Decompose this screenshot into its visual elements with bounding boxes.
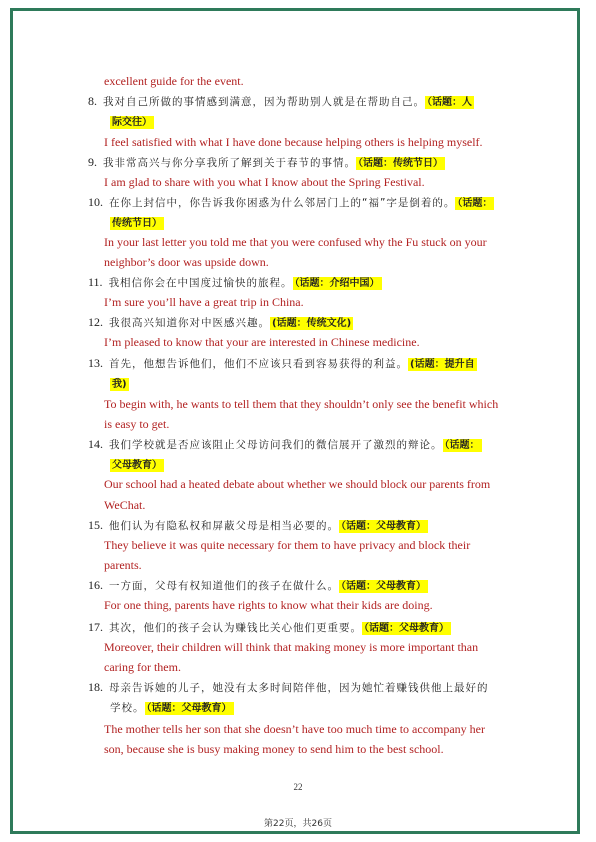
chinese-text: 母亲告诉她的儿子，她没有太多时间陪伴他，因为她忙着赚钱供他上最好的 [109, 682, 489, 694]
topic-tag-highlight: (话题：提升自 [410, 359, 475, 370]
chinese-sentence-line [88, 154, 445, 172]
english-text: I feel satisfied with what I have done because helping others is helping myself. [104, 135, 483, 149]
english-text: I’m sure you’ll have a great trip in China. [104, 295, 304, 309]
chinese-text: 我们学校就是否应该阻止父母访问我们的微信展开了激烈的辩论。 [109, 439, 443, 451]
english-text: caring for them. [104, 660, 181, 674]
english-sentence-line [104, 557, 142, 573]
item-number: 12. [88, 315, 103, 329]
chinese-sentence-line [88, 274, 382, 292]
chinese-sentence-line [88, 436, 482, 454]
english-sentence-line [104, 639, 478, 655]
item-number: 17. [88, 620, 103, 634]
chinese-text: 一方面，父母有权知道他们的孩子在做什么。 [109, 580, 339, 592]
english-sentence-line [104, 254, 269, 270]
chinese-sentence-line [88, 355, 477, 373]
chinese-text: 学校。 [110, 702, 145, 714]
english-sentence-line [104, 537, 470, 553]
item-number: 8. [88, 94, 97, 108]
chinese-text: 我对自己所做的事情感到满意，因为帮助别人就是在帮助自己。 [103, 96, 425, 108]
topic-tag-highlight: （话题： [444, 440, 480, 451]
item-number: 13. [88, 356, 103, 370]
english-text: neighbor’s door was upside down. [104, 255, 269, 269]
english-sentence-line [104, 174, 425, 190]
english-text: son, because she is busy making money to send him to the best school. [104, 742, 444, 756]
topic-tag-highlight: （话题：父母教育） [341, 581, 426, 592]
item-number: 11. [88, 275, 103, 289]
english-text: excellent guide for the event. [104, 74, 244, 88]
english-text: Our school had a heated debate about whether we should block our parents from [104, 477, 491, 491]
chinese-text: 他们认为有隐私权和屏蔽父母是相当必要的。 [109, 520, 339, 532]
chinese-text: 其次，他们的孩子会认为赚钱比关心他们更重要。 [109, 622, 362, 634]
english-sentence-line [104, 294, 304, 310]
topic-tag-highlight: （话题： [457, 198, 493, 209]
item-number: 9. [88, 155, 97, 169]
english-text: is easy to get. [104, 417, 170, 431]
chinese-sentence-line [88, 93, 474, 111]
item-number: 16. [88, 578, 103, 592]
topic-tag-highlight: 我) [112, 379, 127, 390]
english-text: WeChat. [104, 498, 146, 512]
english-text: For one thing, parents have rights to know what their kids are doing. [104, 598, 433, 612]
topic-tag-highlight: 际交往） [112, 117, 152, 128]
topic-tag-highlight: （话题：传统节日） [358, 158, 443, 169]
english-sentence-line [104, 721, 485, 737]
chinese-text: 我非常高兴与你分享我所了解到关于春节的事情。 [103, 157, 356, 169]
topic-tag-highlight: 传统节日） [112, 218, 162, 229]
english-text: parents. [104, 558, 142, 572]
topic-tag-highlight: （话题：人 [427, 97, 472, 108]
english-text: In your last letter you told me that you were confused why the Fu stuck on your [104, 235, 487, 249]
topic-tag-highlight: 父母教育） [112, 460, 162, 471]
chinese-sentence-line [88, 194, 494, 212]
chinese-sentence-line [88, 517, 428, 535]
chinese-sentence-line [110, 113, 154, 131]
item-number: 10. [88, 195, 103, 209]
chinese-sentence-line [88, 577, 428, 595]
english-text: To begin with, he wants to tell them that they shouldn’t only see the benefit which [104, 397, 499, 411]
english-sentence-line [104, 741, 444, 757]
chinese-sentence-line [88, 619, 451, 637]
chinese-text: 在你上封信中，你告诉我你困惑为什么邻居门上的“福”字是倒着的。 [109, 197, 456, 209]
english-sentence-line [104, 416, 169, 432]
english-sentence-line [104, 334, 420, 350]
chinese-sentence-line [110, 214, 164, 232]
chinese-sentence-line [110, 375, 129, 393]
english-text: I’m pleased to know that your are interested in Chinese medicine. [104, 335, 420, 349]
chinese-sentence-line [110, 456, 164, 474]
english-sentence-line [104, 659, 181, 675]
item-number: 18. [88, 680, 103, 694]
english-text: I am glad to share with you what I know about the Spring Festival. [104, 175, 425, 189]
topic-tag-highlight: （话题：父母教育） [364, 623, 449, 634]
item-number: 15. [88, 518, 103, 532]
chinese-sentence-line [88, 314, 353, 332]
english-sentence-line [104, 73, 244, 89]
topic-tag-highlight: (话题：传统文化) [272, 318, 352, 329]
english-sentence-line [104, 476, 490, 492]
chinese-sentence-line [110, 699, 234, 717]
chinese-text: 我相信你会在中国度过愉快的旅程。 [108, 277, 293, 289]
page-number: 22 [293, 782, 303, 792]
english-text: They believe it was quite necessary for them to have privacy and block their [104, 538, 471, 552]
english-text: Moreover, their children will think that making money is more important than [104, 640, 479, 654]
english-sentence-line [104, 597, 433, 613]
english-sentence-line [104, 234, 487, 250]
page-label: 第22页，共26页 [264, 819, 332, 829]
chinese-text: 首先，他想告诉他们，他们不应该只看到容易获得的利益。 [109, 358, 408, 370]
chinese-sentence-line [88, 679, 489, 696]
english-sentence-line [104, 497, 145, 513]
chinese-text: 我很高兴知道你对中医感兴趣。 [109, 317, 270, 329]
item-number: 14. [88, 437, 103, 451]
topic-tag-highlight: （话题：父母教育） [341, 521, 426, 532]
topic-tag-highlight: （话题：父母教育） [146, 703, 232, 714]
english-sentence-line [104, 134, 483, 150]
english-sentence-line [104, 396, 498, 412]
topic-tag-highlight: （话题：介绍中国） [294, 278, 380, 289]
page-border [10, 8, 580, 834]
english-text: The mother tells her son that she doesn’t have too much time to accompany her [104, 722, 486, 736]
